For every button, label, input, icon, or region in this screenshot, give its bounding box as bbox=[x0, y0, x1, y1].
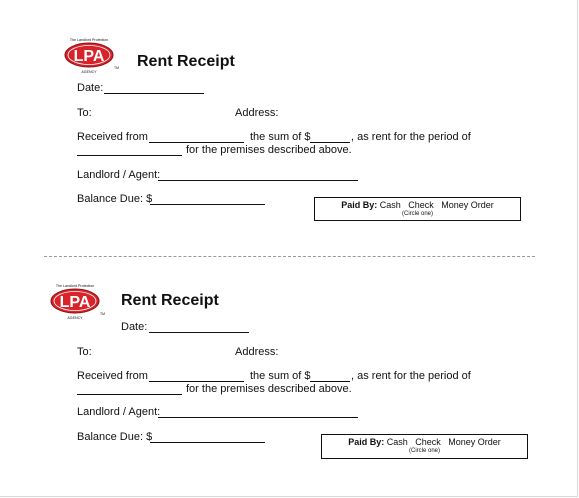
cut-line-divider bbox=[44, 256, 535, 257]
landlord-label: Landlord / Agent: bbox=[77, 406, 161, 418]
logo-bottom-text: AGENCY bbox=[67, 316, 83, 320]
date-line[interactable] bbox=[149, 332, 249, 333]
circle-one-note: (Circle one) bbox=[401, 211, 433, 217]
period-line[interactable] bbox=[77, 155, 182, 156]
logo-top-text: The Landlord Protection bbox=[55, 284, 95, 288]
payment-methods: Cash Check Money Order bbox=[379, 200, 494, 210]
logo-tm: TM bbox=[114, 66, 119, 70]
sum-of-label: the sum of $ bbox=[250, 370, 311, 382]
rent-period-label: , as rent for the period of bbox=[351, 131, 471, 143]
sum-line[interactable] bbox=[310, 142, 350, 143]
rent-period-label: , as rent for the period of bbox=[351, 370, 471, 382]
received-from-label: Received from bbox=[77, 370, 148, 382]
paid-by-row bbox=[322, 437, 527, 448]
received-from-line[interactable] bbox=[149, 381, 244, 382]
landlord-line[interactable] bbox=[158, 180, 358, 181]
logo-bottom-text: AGENCY bbox=[81, 70, 97, 74]
period-line[interactable] bbox=[77, 394, 182, 395]
balance-label: Balance Due: $ bbox=[77, 193, 153, 205]
address-label: Address: bbox=[235, 346, 279, 358]
paid-by-row bbox=[315, 200, 520, 211]
balance-line[interactable] bbox=[150, 204, 265, 205]
address-label: Address: bbox=[235, 107, 279, 119]
landlord-label: Landlord / Agent: bbox=[77, 169, 161, 181]
logo-letters: LPA bbox=[59, 294, 91, 311]
sum-of-label: the sum of $ bbox=[250, 131, 311, 143]
circle-one-note: (Circle one) bbox=[408, 448, 440, 454]
lpa-logo-icon bbox=[44, 282, 112, 322]
paid-by-label: Paid By: bbox=[341, 200, 378, 210]
to-label: To: bbox=[77, 346, 92, 358]
logo-letters: LPA bbox=[73, 48, 105, 65]
premises-label: for the premises described above. bbox=[186, 383, 352, 395]
landlord-line[interactable] bbox=[158, 417, 358, 418]
date-label: Date: bbox=[121, 321, 148, 333]
payment-methods: Cash Check Money Order bbox=[386, 437, 501, 447]
paid-by-box[interactable] bbox=[321, 434, 528, 459]
premises-label: for the premises described above. bbox=[186, 144, 352, 156]
date-label: Date: bbox=[77, 82, 104, 94]
logo-top-text: The Landlord Protection bbox=[69, 38, 109, 42]
lpa-logo-icon bbox=[58, 36, 126, 76]
logo-tm: TM bbox=[100, 312, 105, 316]
to-label: To: bbox=[77, 107, 92, 119]
received-from-line[interactable] bbox=[149, 142, 244, 143]
received-from-label: Received from bbox=[77, 131, 148, 143]
balance-line[interactable] bbox=[150, 442, 265, 443]
sum-line[interactable] bbox=[310, 381, 350, 382]
balance-label: Balance Due: $ bbox=[77, 431, 153, 443]
receipt-title: Rent Receipt bbox=[121, 292, 219, 309]
receipt-title: Rent Receipt bbox=[137, 53, 235, 70]
paid-by-label: Paid By: bbox=[348, 437, 385, 447]
paid-by-box[interactable] bbox=[314, 197, 521, 221]
date-line[interactable] bbox=[104, 93, 204, 94]
